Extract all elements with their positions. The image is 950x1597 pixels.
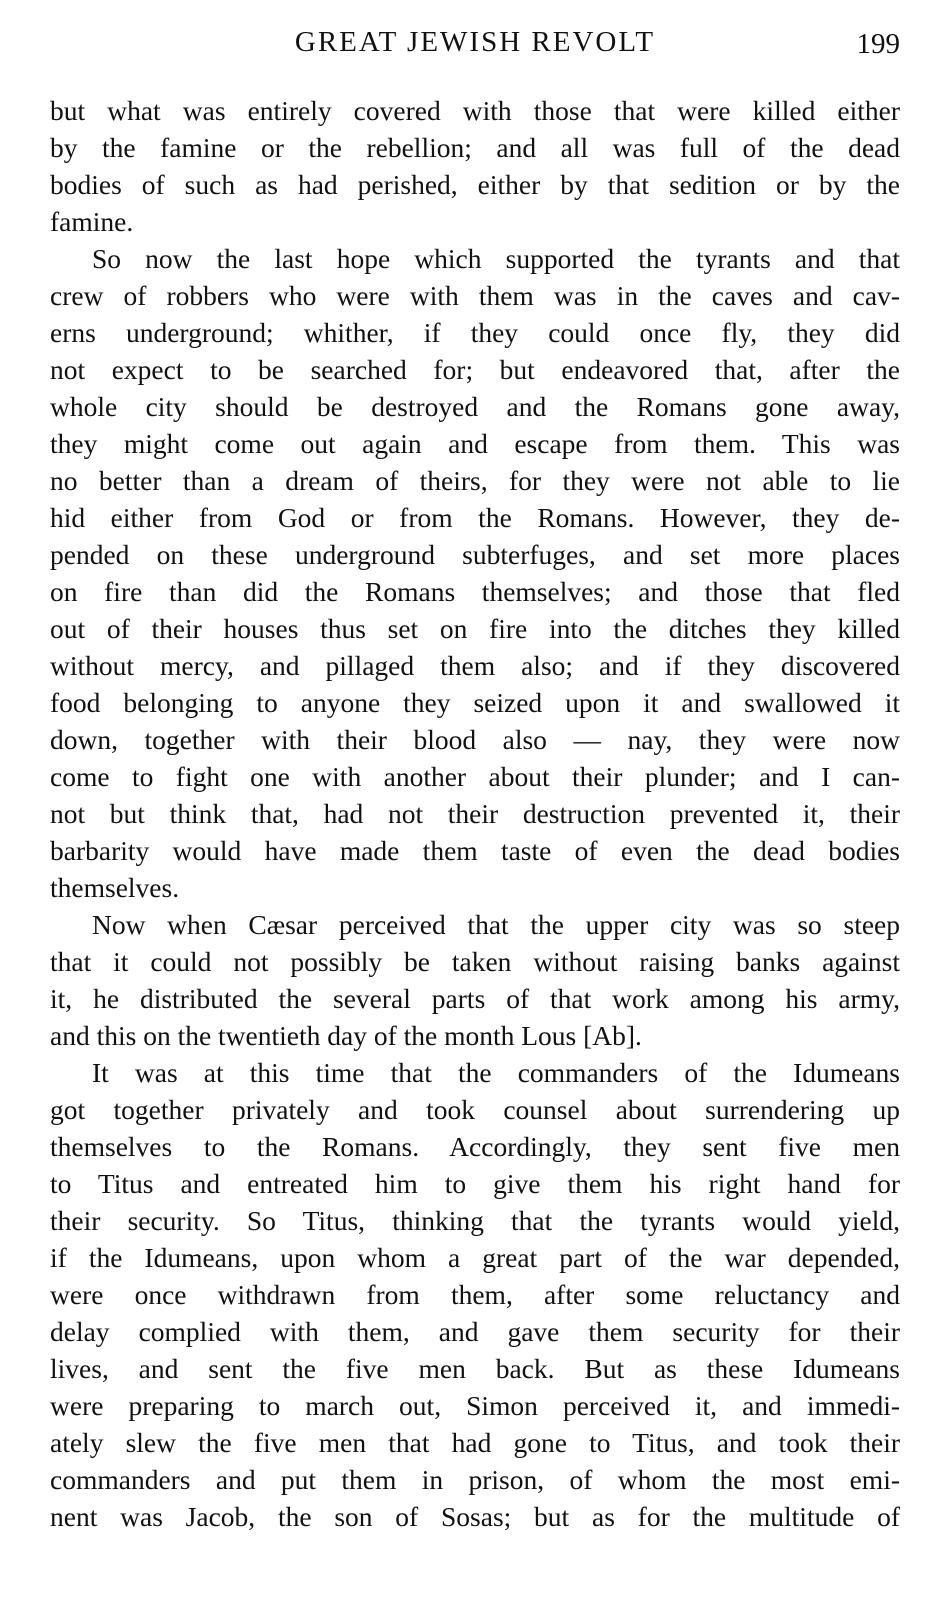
text-line: it, he distributed the several parts of that work among his army, <box>50 983 900 1014</box>
text-line: It was at this time that the commanders of the Idumeans <box>92 1057 900 1088</box>
text-line: ately slew the five men that had gone to Titus, and took their <box>50 1427 900 1458</box>
text-line: on fire than did the Romans themselves; and those that fled <box>50 576 900 607</box>
paragraph <box>50 92 900 240</box>
running-title: GREAT JEWISH REVOLT <box>294 26 656 58</box>
text-line: got together privately and took counsel about surrendering up <box>50 1094 900 1125</box>
text-line: that it could not possibly be taken without raising banks against <box>50 946 900 977</box>
paragraph <box>50 1054 900 1535</box>
page-body <box>50 92 900 1535</box>
text-line: but what was entirely covered with those that were killed either <box>50 95 900 126</box>
text-line: Now when Cæsar perceived that the upper city was so steep <box>92 909 900 940</box>
text-line: if the Idumeans, upon whom a great part of the war depended, <box>50 1242 900 1273</box>
text-line: were preparing to march out, Simon perceived it, and immedi- <box>50 1390 900 1421</box>
text-line: not but think that, had not their destruction prevented it, their <box>50 798 900 829</box>
text-line: crew of robbers who were with them was in the caves and cav- <box>50 280 900 311</box>
paragraph <box>50 906 900 1054</box>
text-line: they might come out again and escape from them. This was <box>50 428 900 459</box>
page-number: 199 <box>856 28 900 60</box>
text-line: whole city should be destroyed and the Romans gone away, <box>50 391 900 422</box>
text-line: nent was Jacob, the son of Sosas; but as for the multitude of <box>50 1501 900 1532</box>
text-line: pended on these underground subterfuges, and set more places <box>50 539 900 570</box>
text-line: their security. So Titus, thinking that the tyrants would yield, <box>50 1205 900 1236</box>
paragraph <box>50 240 900 906</box>
text-line: food belonging to anyone they seized upon it and swallowed it <box>50 687 900 718</box>
text-line: no better than a dream of theirs, for they were not able to lie <box>50 465 900 496</box>
text-line: So now the last hope which supported the tyrants and that <box>92 243 900 274</box>
text-line: were once withdrawn from them, after some reluctancy and <box>50 1279 900 1310</box>
text-line: without mercy, and pillaged them also; and if they discovered <box>50 650 900 681</box>
text-line: down, together with their blood also — nay, they were now <box>50 724 900 755</box>
text-line: bodies of such as had perished, either by that sedition or by the <box>50 169 900 200</box>
text-line: lives, and sent the five men back. But as these Idumeans <box>50 1353 900 1384</box>
text-line: hid either from God or from the Romans. However, they de- <box>50 502 900 533</box>
text-line: come to fight one with another about their plunder; and I can- <box>50 761 900 792</box>
text-line: not expect to be searched for; but endeavored that, after the <box>50 354 900 385</box>
text-line: and this on the twentieth day of the month Lous [Ab]. <box>50 1020 642 1051</box>
text-line: barbarity would have made them taste of even the dead bodies <box>50 835 900 866</box>
text-line: out of their houses thus set on fire into the ditches they killed <box>50 613 900 644</box>
page-header <box>0 26 950 66</box>
text-line: by the famine or the rebellion; and all was full of the dead <box>50 132 900 163</box>
text-line: commanders and put them in prison, of whom the most emi- <box>50 1464 900 1495</box>
text-line: themselves. <box>50 872 180 903</box>
text-line: to Titus and entreated him to give them his right hand for <box>50 1168 900 1199</box>
text-line: delay complied with them, and gave them security for their <box>50 1316 900 1347</box>
text-line: themselves to the Romans. Accordingly, they sent five men <box>50 1131 900 1162</box>
text-line: erns underground; whither, if they could once fly, they did <box>50 317 900 348</box>
text-line: famine. <box>50 206 134 237</box>
